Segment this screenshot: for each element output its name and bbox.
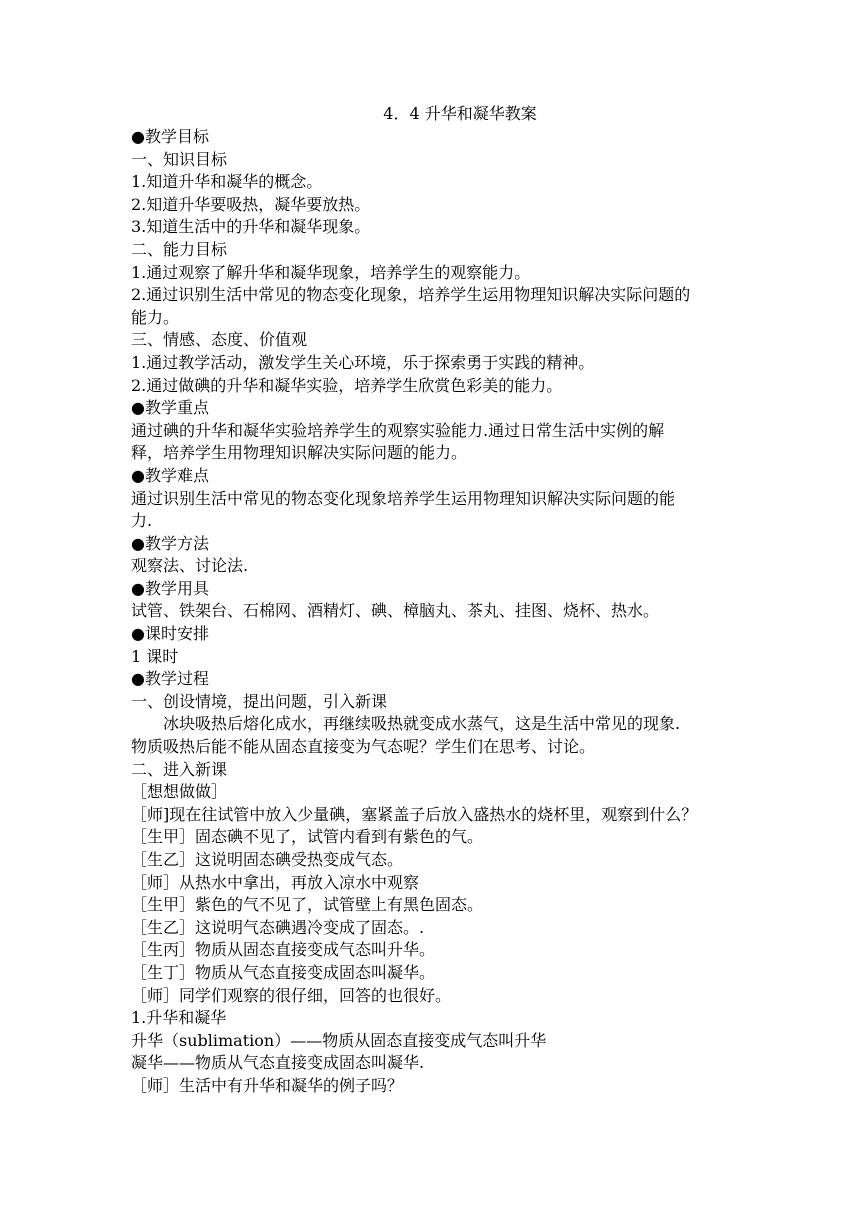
text-line: ●教学过程 xyxy=(131,669,209,689)
text-line: 能力。 xyxy=(131,307,180,327)
document-body xyxy=(131,126,731,1098)
text-line: 通过碘的升华和凝华实验培养学生的观察实验能力.通过日常生活中实例的解 xyxy=(131,420,665,440)
text-line: ●课时安排 xyxy=(131,624,209,644)
text-line: ［生甲］紫色的气不见了，试管壁上有黑色固态。 xyxy=(131,895,484,915)
text-line: ●教学重点 xyxy=(131,398,209,418)
text-line: 力. xyxy=(131,511,153,531)
text-line: 一、知识目标 xyxy=(131,149,228,169)
text-line: 冰块吸热后熔化成水，再继续吸热就变成水蒸气，这是生活中常见的现象. xyxy=(163,714,681,734)
text-line: ［生乙］这说明固态碘受热变成气态。 xyxy=(131,850,404,869)
document-page xyxy=(131,103,731,1098)
text-line: 二、进入新课 xyxy=(131,759,228,779)
text-line: 1.升华和凝华 xyxy=(131,1008,227,1028)
text-line: 试管、铁架台、石棉网、酒精灯、碘、樟脑丸、茶丸、挂图、烧杯、热水。 xyxy=(131,601,660,621)
text-line: 1 课时 xyxy=(131,646,179,666)
text-line: ［想想做做］ xyxy=(131,782,228,802)
text-line: 一、创设情境，提出问题，引入新课 xyxy=(131,691,388,711)
text-line: ［师］从热水中拿出，再放入凉水中观察 xyxy=(131,872,420,892)
text-line: 1.知道升华和凝华的概念。 xyxy=(131,172,323,192)
document-title: 4．4 升华和凝华教案 xyxy=(383,104,537,123)
text-line: ［生乙］这说明气态碘遇冷变成了固态。. xyxy=(131,917,425,937)
text-line: 二、能力目标 xyxy=(131,239,228,259)
text-line: 2.知道升华要吸热，凝华要放热。 xyxy=(131,194,371,214)
text-line: 3.知道生活中的升华和凝华现象。 xyxy=(131,217,371,237)
text-line: ●教学目标 xyxy=(131,127,209,146)
text-line: ［师]现在往试管中放入少量碘，塞紧盖子后放入盛热水的烧杯里，观察到什么？ xyxy=(131,804,698,824)
text-line: 2.通过做碘的升华和凝华实验，培养学生欣赏色彩美的能力。 xyxy=(131,375,563,395)
text-line: 通过识别生活中常见的物态变化现象培养学生运用物理知识解决实际问题的能 xyxy=(131,488,676,508)
text-line: ［生甲］固态碘不见了，试管内看到有紫色的气。 xyxy=(131,827,484,847)
text-line: ●教学用具 xyxy=(131,578,209,598)
text-line: ●教学难点 xyxy=(131,465,209,485)
text-line: 1.通过观察了解升华和凝华现象，培养学生的观察能力。 xyxy=(131,262,531,282)
text-line: 升华（sublimation）——物质从固态直接变成气态叫升华 xyxy=(131,1030,547,1050)
text-line: ［生丁］物质从气态直接变成固态叫凝华。 xyxy=(131,962,436,982)
text-line: 凝华——物质从气态直接变成固态叫凝华. xyxy=(131,1053,425,1073)
text-line: ［生丙］物质从固态直接变成气态叫升华。 xyxy=(131,940,436,960)
text-line: ●教学方法 xyxy=(131,533,209,553)
text-line: 观察法、讨论法. xyxy=(131,556,249,576)
text-line: 2.通过识别生活中常见的物态变化现象，培养学生运用物理知识解决实际问题的 xyxy=(131,285,691,305)
text-line: 三、情感、态度、价值观 xyxy=(131,330,308,350)
text-line: ［师］同学们观察的很仔细，回答的也很好。 xyxy=(131,985,452,1005)
text-line: 1.通过教学活动，激发学生关心环境，乐于探索勇于实践的精神。 xyxy=(131,352,595,372)
text-line: ［师］生活中有升华和凝华的例子吗？ xyxy=(131,1075,404,1095)
text-line: 物质吸热后能不能从固态直接变为气态呢？学生们在思考、讨论。 xyxy=(131,737,596,757)
text-line: 释，培养学生用物理知识解决实际问题的能力。 xyxy=(131,443,468,463)
